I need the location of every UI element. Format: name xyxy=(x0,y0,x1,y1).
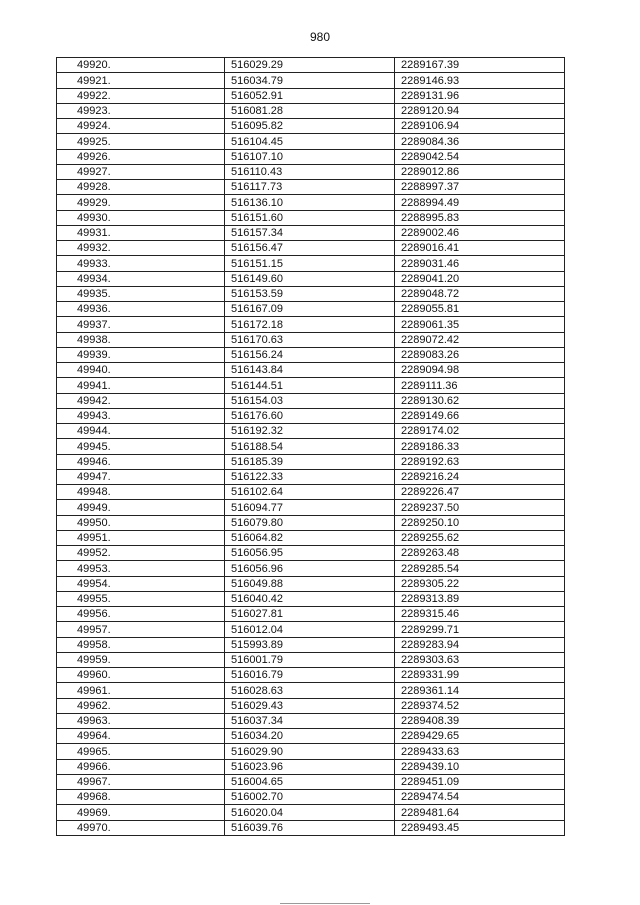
y-coordinate-cell: 2289061.35 xyxy=(395,317,565,332)
point-number-cell: 49950. xyxy=(57,515,225,530)
point-number-cell: 49955. xyxy=(57,591,225,606)
table-row xyxy=(57,820,565,835)
x-coordinate-cell: 516156.24 xyxy=(225,347,395,362)
table-row xyxy=(57,546,565,561)
table-row xyxy=(57,393,565,408)
x-coordinate-cell: 516094.77 xyxy=(225,500,395,515)
y-coordinate-cell: 2289012.86 xyxy=(395,164,565,179)
y-coordinate-cell: 2289094.98 xyxy=(395,363,565,378)
y-coordinate-cell: 2289111.36 xyxy=(395,378,565,393)
y-coordinate-cell: 2289237.50 xyxy=(395,500,565,515)
y-coordinate-cell: 2289042.54 xyxy=(395,149,565,164)
point-number-cell: 49964. xyxy=(57,729,225,744)
x-coordinate-cell: 516034.79 xyxy=(225,73,395,88)
point-number-cell: 49921. xyxy=(57,73,225,88)
table-row xyxy=(57,408,565,423)
table-row xyxy=(57,363,565,378)
table-row xyxy=(57,88,565,103)
x-coordinate-cell: 516188.54 xyxy=(225,439,395,454)
point-number-cell: 49962. xyxy=(57,698,225,713)
table-row xyxy=(57,424,565,439)
point-number-cell: 49947. xyxy=(57,469,225,484)
y-coordinate-cell: 2289374.52 xyxy=(395,698,565,713)
y-coordinate-cell: 2289084.36 xyxy=(395,134,565,149)
y-coordinate-cell: 2289130.62 xyxy=(395,393,565,408)
point-number-cell: 49965. xyxy=(57,744,225,759)
x-coordinate-cell: 516029.29 xyxy=(225,58,395,73)
y-coordinate-cell: 2289474.54 xyxy=(395,790,565,805)
table-row xyxy=(57,591,565,606)
table-row xyxy=(57,195,565,210)
table-row xyxy=(57,180,565,195)
y-coordinate-cell: 2289216.24 xyxy=(395,469,565,484)
y-coordinate-cell: 2289226.47 xyxy=(395,485,565,500)
table-row xyxy=(57,347,565,362)
y-coordinate-cell: 2289131.96 xyxy=(395,88,565,103)
y-coordinate-cell: 2289016.41 xyxy=(395,241,565,256)
x-coordinate-cell: 516185.39 xyxy=(225,454,395,469)
table-row xyxy=(57,805,565,820)
y-coordinate-cell: 2289041.20 xyxy=(395,271,565,286)
point-number-cell: 49956. xyxy=(57,607,225,622)
point-number-cell: 49966. xyxy=(57,759,225,774)
x-coordinate-cell: 516136.10 xyxy=(225,195,395,210)
table-row xyxy=(57,759,565,774)
x-coordinate-cell: 516157.34 xyxy=(225,225,395,240)
x-coordinate-cell: 516081.28 xyxy=(225,103,395,118)
table-row xyxy=(57,576,565,591)
point-number-cell: 49944. xyxy=(57,424,225,439)
x-coordinate-cell: 516016.79 xyxy=(225,668,395,683)
y-coordinate-cell: 2289083.26 xyxy=(395,347,565,362)
y-coordinate-cell: 2289167.39 xyxy=(395,58,565,73)
table-row xyxy=(57,439,565,454)
y-coordinate-cell: 2289305.22 xyxy=(395,576,565,591)
x-coordinate-cell: 516117.73 xyxy=(225,180,395,195)
table-row xyxy=(57,469,565,484)
table-row xyxy=(57,622,565,637)
y-coordinate-cell: 2289055.81 xyxy=(395,302,565,317)
x-coordinate-cell: 516029.43 xyxy=(225,698,395,713)
table-row xyxy=(57,530,565,545)
y-coordinate-cell: 2289361.14 xyxy=(395,683,565,698)
point-number-cell: 49957. xyxy=(57,622,225,637)
table-row xyxy=(57,790,565,805)
x-coordinate-cell: 516110.43 xyxy=(225,164,395,179)
y-coordinate-cell: 2288997.37 xyxy=(395,180,565,195)
x-coordinate-cell: 516170.63 xyxy=(225,332,395,347)
x-coordinate-cell: 516020.04 xyxy=(225,805,395,820)
x-coordinate-cell: 516144.51 xyxy=(225,378,395,393)
point-number-cell: 49928. xyxy=(57,180,225,195)
x-coordinate-cell: 516049.88 xyxy=(225,576,395,591)
table-row xyxy=(57,317,565,332)
table-row xyxy=(57,73,565,88)
point-number-cell: 49969. xyxy=(57,805,225,820)
table-row xyxy=(57,241,565,256)
table-row xyxy=(57,256,565,271)
point-number-cell: 49927. xyxy=(57,164,225,179)
x-coordinate-cell: 515993.89 xyxy=(225,637,395,652)
x-coordinate-cell: 516037.34 xyxy=(225,713,395,728)
table-row xyxy=(57,286,565,301)
x-coordinate-cell: 516004.65 xyxy=(225,774,395,789)
x-coordinate-cell: 516029.90 xyxy=(225,744,395,759)
point-number-cell: 49949. xyxy=(57,500,225,515)
x-coordinate-cell: 516040.42 xyxy=(225,591,395,606)
point-number-cell: 49930. xyxy=(57,210,225,225)
x-coordinate-cell: 516027.81 xyxy=(225,607,395,622)
point-number-cell: 49936. xyxy=(57,302,225,317)
y-coordinate-cell: 2289031.46 xyxy=(395,256,565,271)
x-coordinate-cell: 516156.47 xyxy=(225,241,395,256)
y-coordinate-cell: 2289106.94 xyxy=(395,119,565,134)
point-number-cell: 49940. xyxy=(57,363,225,378)
point-number-cell: 49922. xyxy=(57,88,225,103)
x-coordinate-cell: 516102.64 xyxy=(225,485,395,500)
table-row xyxy=(57,668,565,683)
table-row xyxy=(57,652,565,667)
table-row xyxy=(57,561,565,576)
point-number-cell: 49926. xyxy=(57,149,225,164)
point-number-cell: 49951. xyxy=(57,530,225,545)
point-number-cell: 49968. xyxy=(57,790,225,805)
y-coordinate-cell: 2289429.65 xyxy=(395,729,565,744)
x-coordinate-cell: 516001.79 xyxy=(225,652,395,667)
table-row xyxy=(57,698,565,713)
x-coordinate-cell: 516039.76 xyxy=(225,820,395,835)
point-number-cell: 49932. xyxy=(57,241,225,256)
y-coordinate-cell: 2289493.45 xyxy=(395,820,565,835)
point-number-cell: 49948. xyxy=(57,485,225,500)
point-number-cell: 49942. xyxy=(57,393,225,408)
point-number-cell: 49952. xyxy=(57,546,225,561)
table-row xyxy=(57,58,565,73)
table-row xyxy=(57,271,565,286)
y-coordinate-cell: 2289263.48 xyxy=(395,546,565,561)
y-coordinate-cell: 2289072.42 xyxy=(395,332,565,347)
table-row xyxy=(57,134,565,149)
x-coordinate-cell: 516154.03 xyxy=(225,393,395,408)
point-number-cell: 49923. xyxy=(57,103,225,118)
coordinate-table-body xyxy=(57,58,565,836)
x-coordinate-cell: 516028.63 xyxy=(225,683,395,698)
point-number-cell: 49925. xyxy=(57,134,225,149)
x-coordinate-cell: 516192.32 xyxy=(225,424,395,439)
y-coordinate-cell: 2289250.10 xyxy=(395,515,565,530)
x-coordinate-cell: 516079.80 xyxy=(225,515,395,530)
y-coordinate-cell: 2289303.63 xyxy=(395,652,565,667)
x-coordinate-cell: 516064.82 xyxy=(225,530,395,545)
point-number-cell: 49963. xyxy=(57,713,225,728)
y-coordinate-cell: 2289439.10 xyxy=(395,759,565,774)
point-number-cell: 49954. xyxy=(57,576,225,591)
x-coordinate-cell: 516104.45 xyxy=(225,134,395,149)
y-coordinate-cell: 2289002.46 xyxy=(395,225,565,240)
x-coordinate-cell: 516176.60 xyxy=(225,408,395,423)
point-number-cell: 49945. xyxy=(57,439,225,454)
point-number-cell: 49938. xyxy=(57,332,225,347)
point-number-cell: 49924. xyxy=(57,119,225,134)
table-row xyxy=(57,729,565,744)
table-row xyxy=(57,210,565,225)
x-coordinate-cell: 516151.15 xyxy=(225,256,395,271)
x-coordinate-cell: 516056.96 xyxy=(225,561,395,576)
y-coordinate-cell: 2289186.33 xyxy=(395,439,565,454)
y-coordinate-cell: 2289313.89 xyxy=(395,591,565,606)
table-row xyxy=(57,378,565,393)
y-coordinate-cell: 2289315.46 xyxy=(395,607,565,622)
y-coordinate-cell: 2289299.71 xyxy=(395,622,565,637)
table-row xyxy=(57,607,565,622)
table-row xyxy=(57,119,565,134)
table-row xyxy=(57,164,565,179)
table-row xyxy=(57,500,565,515)
point-number-cell: 49970. xyxy=(57,820,225,835)
x-coordinate-cell: 516167.09 xyxy=(225,302,395,317)
x-coordinate-cell: 516052.91 xyxy=(225,88,395,103)
x-coordinate-cell: 516095.82 xyxy=(225,119,395,134)
y-coordinate-cell: 2288995.83 xyxy=(395,210,565,225)
point-number-cell: 49960. xyxy=(57,668,225,683)
table-row xyxy=(57,485,565,500)
point-number-cell: 49935. xyxy=(57,286,225,301)
x-coordinate-cell: 516151.60 xyxy=(225,210,395,225)
table-row xyxy=(57,454,565,469)
page-number: 980 xyxy=(309,30,331,44)
x-coordinate-cell: 516143.84 xyxy=(225,363,395,378)
y-coordinate-cell: 2289408.39 xyxy=(395,713,565,728)
point-number-cell: 49967. xyxy=(57,774,225,789)
point-number-cell: 49946. xyxy=(57,454,225,469)
y-coordinate-cell: 2288994.49 xyxy=(395,195,565,210)
x-coordinate-cell: 516149.60 xyxy=(225,271,395,286)
point-number-cell: 49939. xyxy=(57,347,225,362)
scan-edge-mark xyxy=(280,903,370,904)
point-number-cell: 49929. xyxy=(57,195,225,210)
point-number-cell: 49959. xyxy=(57,652,225,667)
coordinate-table xyxy=(56,57,565,836)
x-coordinate-cell: 516153.59 xyxy=(225,286,395,301)
y-coordinate-cell: 2289433.63 xyxy=(395,744,565,759)
table-row xyxy=(57,774,565,789)
table-row xyxy=(57,302,565,317)
y-coordinate-cell: 2289451.09 xyxy=(395,774,565,789)
y-coordinate-cell: 2289149.66 xyxy=(395,408,565,423)
y-coordinate-cell: 2289255.62 xyxy=(395,530,565,545)
table-row xyxy=(57,149,565,164)
x-coordinate-cell: 516012.04 xyxy=(225,622,395,637)
x-coordinate-cell: 516122.33 xyxy=(225,469,395,484)
point-number-cell: 49941. xyxy=(57,378,225,393)
y-coordinate-cell: 2289192.63 xyxy=(395,454,565,469)
point-number-cell: 49931. xyxy=(57,225,225,240)
table-row xyxy=(57,103,565,118)
point-number-cell: 49920. xyxy=(57,58,225,73)
x-coordinate-cell: 516056.95 xyxy=(225,546,395,561)
y-coordinate-cell: 2289048.72 xyxy=(395,286,565,301)
x-coordinate-cell: 516023.96 xyxy=(225,759,395,774)
y-coordinate-cell: 2289174.02 xyxy=(395,424,565,439)
point-number-cell: 49937. xyxy=(57,317,225,332)
point-number-cell: 49943. xyxy=(57,408,225,423)
point-number-cell: 49958. xyxy=(57,637,225,652)
table-row xyxy=(57,332,565,347)
y-coordinate-cell: 2289283.94 xyxy=(395,637,565,652)
table-row xyxy=(57,225,565,240)
table-row xyxy=(57,637,565,652)
point-number-cell: 49934. xyxy=(57,271,225,286)
table-row xyxy=(57,515,565,530)
y-coordinate-cell: 2289481.64 xyxy=(395,805,565,820)
table-row xyxy=(57,744,565,759)
point-number-cell: 49961. xyxy=(57,683,225,698)
y-coordinate-cell: 2289331.99 xyxy=(395,668,565,683)
y-coordinate-cell: 2289285.54 xyxy=(395,561,565,576)
point-number-cell: 49953. xyxy=(57,561,225,576)
x-coordinate-cell: 516107.10 xyxy=(225,149,395,164)
x-coordinate-cell: 516034.20 xyxy=(225,729,395,744)
x-coordinate-cell: 516002.70 xyxy=(225,790,395,805)
y-coordinate-cell: 2289146.93 xyxy=(395,73,565,88)
table-row xyxy=(57,683,565,698)
point-number-cell: 49933. xyxy=(57,256,225,271)
y-coordinate-cell: 2289120.94 xyxy=(395,103,565,118)
table-row xyxy=(57,713,565,728)
x-coordinate-cell: 516172.18 xyxy=(225,317,395,332)
